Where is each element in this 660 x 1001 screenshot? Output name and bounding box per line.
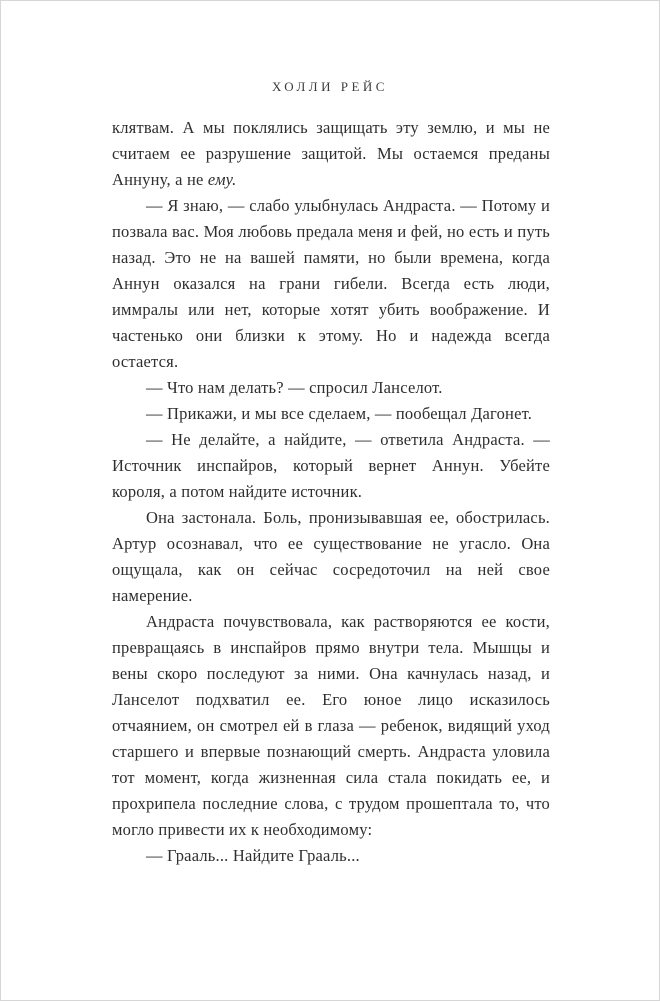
paragraph [112,193,550,375]
paragraph [112,401,550,427]
paragraph [112,843,550,869]
paragraph [112,505,550,609]
text-run: — Я знаю, — слабо улыбнулась Андраста. — Потому и позвала вас. Моя любовь предала меня и фей, но есть и путь назад. Это не на вашей памяти, но были времена, когда Аннун оказался на грани гибели. Всегда есть люди, иммралы или нет, которые хотят убить воображение. И частенько они близки к этому. Но и надежда всегда остается. [112,196,550,371]
paragraph [112,609,550,843]
text-run: — Что нам делать? — спросил Ланселот. [146,378,443,397]
text-run: Андраста почувствовала, как растворяются ее кости, превращаясь в инспайров прямо внутри тела. Мышцы и вены скоро последуют за ними. Она качнулась назад, и Ланселот подхватил ее. Его юное лицо исказилось отчаянием, он смотрел ей в глаза — ребенок, видящий уход старшего и впервые познающий смерть. Андраста уловила тот момент, когда жизненная сила стала покидать ее, и прохрипела последние слова, с трудом прошептала то, что могло привести их к необходимому: [112,612,550,839]
text-run: — Не делайте, а найдите, — ответила Андраста. — Источник инспайров, который вернет Аннун. Убейте короля, а потом найдите источник. [112,430,550,501]
paragraph [112,427,550,505]
text-run: — Грааль... Найдите Грааль... [146,846,360,865]
paragraph [112,375,550,401]
italic-text-run: ему. [207,170,237,189]
paragraph [112,115,550,193]
text-run: Она застонала. Боль, пронизывавшая ее, обострилась. Артур осознавал, что ее существование не угасло. Она ощущала, как он сейчас сосредоточил на ней свое намерение. [112,508,550,605]
text-run: — Прикажи, и мы все сделаем, — пообещал Дагонет. [146,404,533,423]
running-header: ХОЛЛИ РЕЙС [272,79,388,94]
page-body [112,115,550,869]
text-run: клятвам. А мы поклялись защищать эту землю, и мы не считаем ее разрушение защитой. Мы остаемся преданы Аннуну, а не [112,118,550,189]
